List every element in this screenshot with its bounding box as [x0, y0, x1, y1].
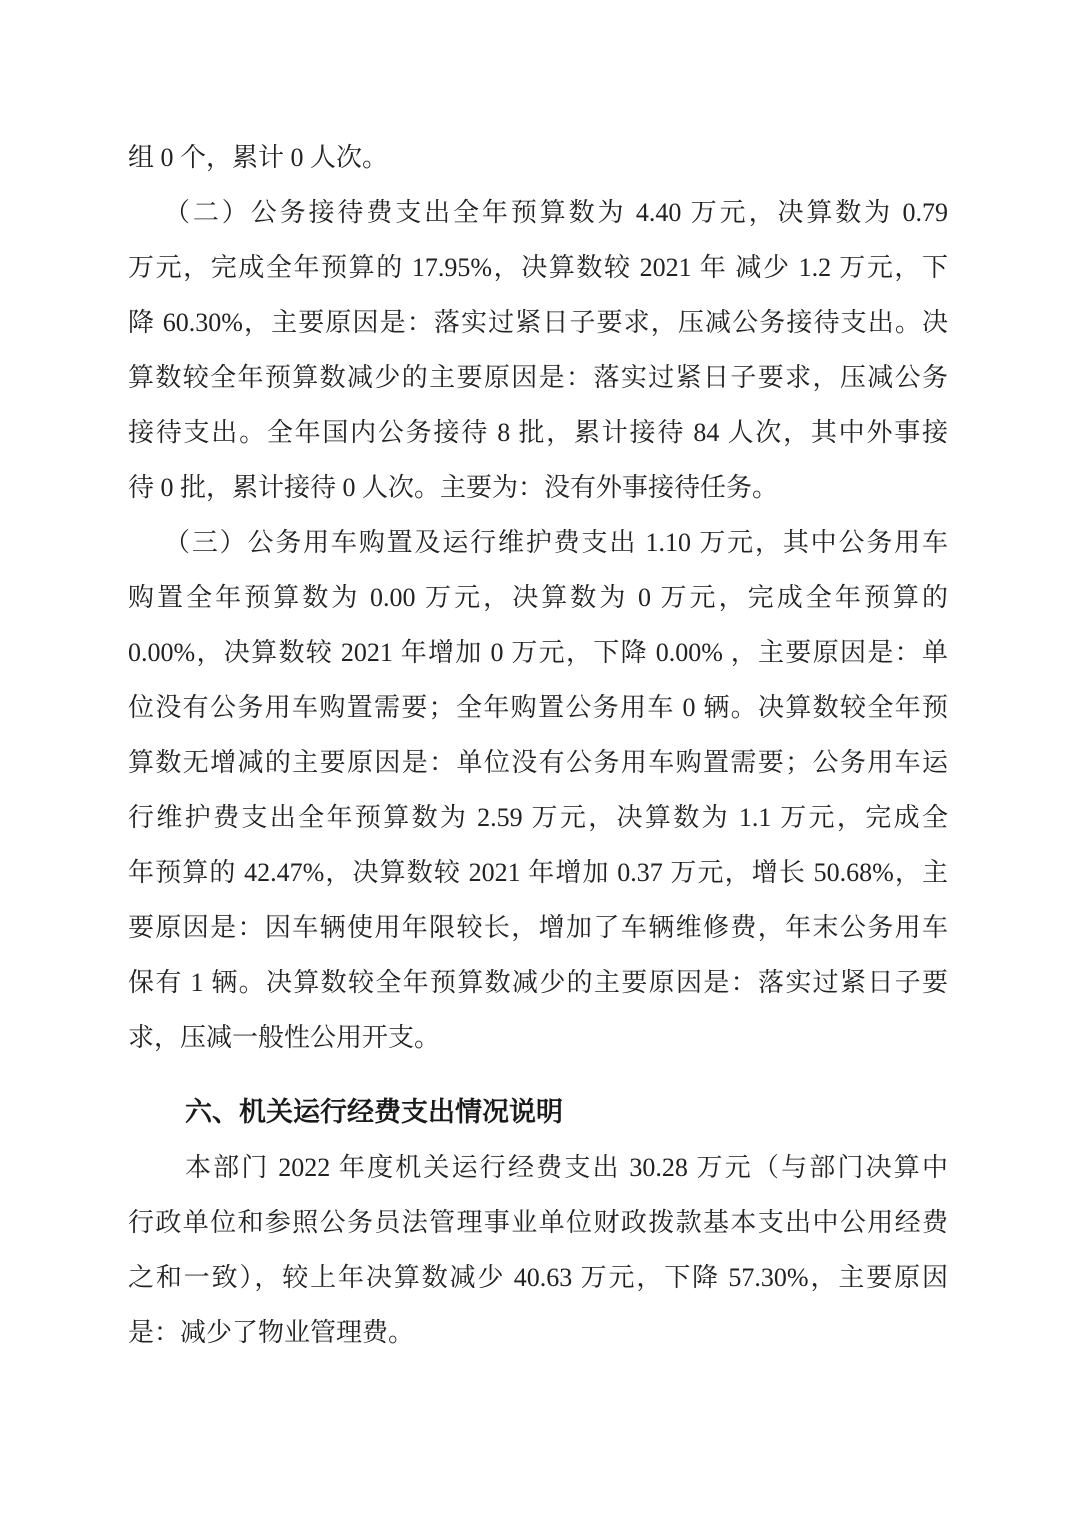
text-line: 保有 1 辆。决算数较全年预算数减少的主要原因是：落实过紧日子要 [128, 968, 948, 997]
text-line: 接待支出。全年国内公务接待 8 批，累计接待 84 人次，其中外事接 [128, 418, 948, 447]
text-line: 之和一致），较上年决算数减少 40.63 万元，下降 57.30%，主要原因 [128, 1263, 948, 1292]
text-line: 待 0 批，累计接待 0 人次。主要为：没有外事接待任务。 [128, 473, 779, 502]
text-line: 行维护费支出全年预算数为 2.59 万元，决算数为 1.1 万元，完成全 [128, 803, 948, 832]
text-line: 年预算的 42.47%，决算数较 2021 年增加 0.37 万元，增长 50.68%，主 [128, 858, 948, 887]
text-line: 算数无增减的主要原因是：单位没有公务用车购置需要；公务用车运 [128, 748, 948, 777]
text-line: 购置全年预算数为 0.00 万元，决算数为 0 万元，完成全年预算的 [128, 583, 948, 612]
text-line: 万元，完成全年预算的 17.95%，决算数较 2021 年 减少 1.2 万元，下 [128, 253, 948, 282]
text-line: 是：减少了物业管理费。 [128, 1318, 415, 1347]
text-line: 降 60.30%，主要原因是：落实过紧日子要求，压减公务接待支出。决 [128, 308, 948, 337]
text-line: 行政单位和参照公务员法管理事业单位财政拨款基本支出中公用经费 [128, 1208, 948, 1237]
text-line: （二）公务接待费支出全年预算数为 4.40 万元，决算数为 0.79 [164, 198, 948, 227]
document-text-block [128, 130, 948, 1360]
section-heading: 六、机关运行经费支出情况说明 [185, 1097, 563, 1127]
text-line: 位没有公务用车购置需要；全年购置公务用车 0 辆。决算数较全年预 [128, 693, 948, 722]
text-line: 0.00%，决算数较 2021 年增加 0 万元，下降 0.00% ，主要原因是：单 [128, 638, 948, 667]
text-line: 本部门 2022 年度机关运行经费支出 30.28 万元（与部门决算中 [185, 1153, 948, 1182]
text-line: 要原因是：因车辆使用年限较长，增加了车辆维修费，年末公务用车 [128, 913, 948, 942]
text-line: 求，压减一般性公用开支。 [128, 1023, 441, 1052]
text-line: 组 0 个，累计 0 人次。 [128, 143, 389, 172]
text-line: （三）公务用车购置及运行维护费支出 1.10 万元，其中公务用车 [164, 528, 948, 557]
text-line: 算数较全年预算数减少的主要原因是：落实过紧日子要求，压减公务 [128, 363, 948, 392]
